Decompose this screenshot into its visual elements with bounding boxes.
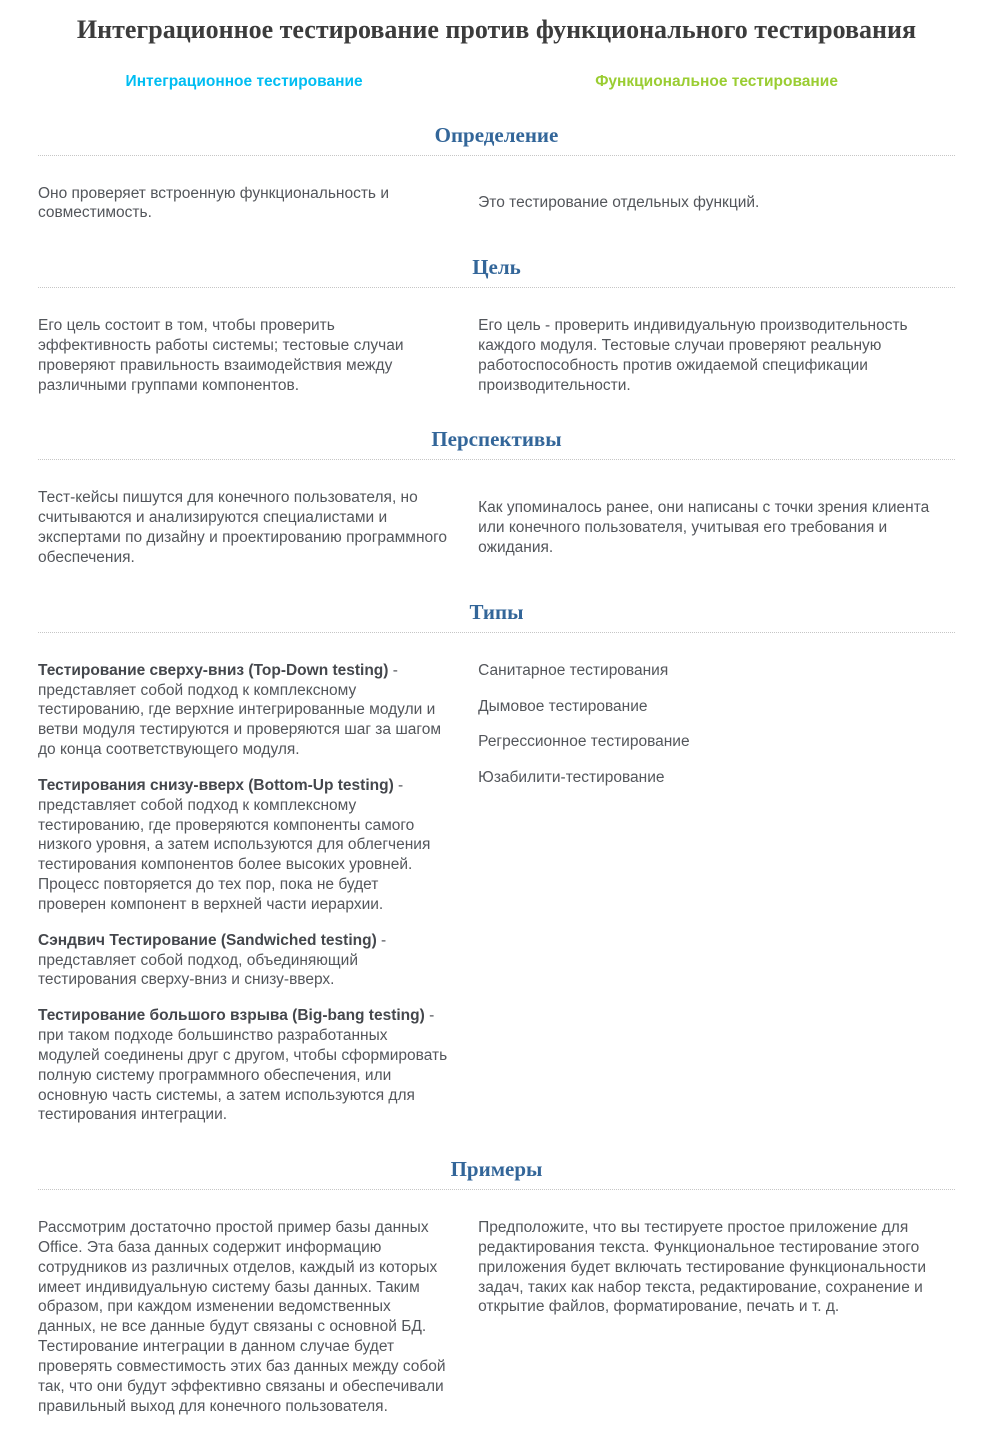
types-functional-item-usability: Юзабилити-тестирование <box>478 769 665 787</box>
definition-functional-cell <box>478 193 955 213</box>
section-heading-types: Типы <box>38 600 955 633</box>
section-heading-examples: Примеры <box>38 1157 955 1190</box>
types-functional-cell <box>478 661 955 788</box>
examples-integration-cell <box>38 1218 478 1416</box>
section-row-goal <box>38 316 955 395</box>
section-heading-perspectives: Перспективы <box>38 427 955 460</box>
perspectives-functional-cell <box>478 498 955 557</box>
perspectives-functional-text: Как упоминалось ранее, они написаны с точки зрения клиента или конечного пользователя, учитывая его требования и ожидания. <box>478 499 930 557</box>
types-bottomup-description: - представляет собой подход к комплексному тестированию, где проверяются компоненты самого низкого уровня, а затем используются для облегчения тестирования компонентов более высоких уровней. Процесс повторяется до тех пор, пока не будет проверен компонент в верхней части иерархии. <box>38 776 431 913</box>
types-functional-item-smoke: Дымовое тестирование <box>478 697 648 715</box>
column-header-functional: Функциональное тестирование <box>595 72 838 90</box>
types-integration-cell <box>38 661 478 1125</box>
perspectives-integration-text: Тест-кейсы пишутся для конечного пользователя, но считываются и анализируются специалистами и экспертами по дизайну и проектированию программного обеспечения. <box>38 489 448 566</box>
types-functional-item-regression: Регрессионное тестирование <box>478 733 690 751</box>
section-row-types <box>38 661 955 1125</box>
types-bottomup-text <box>38 776 448 915</box>
goal-integration-cell <box>38 316 478 395</box>
definition-functional-text: Это тестирование отдельных функций. <box>478 194 760 212</box>
section-perspectives <box>0 427 993 567</box>
section-examples <box>0 1157 993 1416</box>
types-bigbang-text <box>38 1006 448 1125</box>
types-sandwich-description: - представляет собой подход, объединяющий тестирования сверху-вниз и снизу-вверх. <box>38 931 387 989</box>
examples-integration-text: Рассмотрим достаточно простой пример базы данных Office. Эта база данных содержит информацию сотрудников из различных отделов, каждый из которых имеет индивидуальную систему базы данных. Таким образом, при каждом изменении ведомственных данных, не все данные будут связаны с основной БД. Тестирование интеграции в данном случае будет проверять совместимость этих баз данных между собой так, что они будут эффективно связаны и обеспечивали правильный выход для конечного пользователя. <box>38 1219 446 1415</box>
definition-integration-text: Оно проверяет встроенную функциональность и совместимость. <box>38 184 389 222</box>
types-topdown-description: - представляет собой подход к комплексному тестированию, где верхние интегрированные модули и ветви модуля тестируются и проверяются шаг за шагом до конца соответствующего модуля. <box>38 661 441 759</box>
article-page <box>0 14 993 1426</box>
column-headers-row <box>38 73 955 91</box>
types-bottomup-term: Тестирования снизу-вверх (Bottom-Up testing) <box>38 776 394 794</box>
examples-functional-text: Предположите, что вы тестируете простое приложение для редактирования текста. Функциональное тестирование этого приложения будет включать тестирование функциональности задач, таких как набор текста, редактирование, сохранение и открытие файлов, форматирование, печать и т. д. <box>478 1219 927 1316</box>
section-heading-goal: Цель <box>38 255 955 288</box>
section-types <box>0 600 993 1125</box>
types-sandwich-text <box>38 931 448 990</box>
section-heading-definition: Определение <box>38 123 955 156</box>
column-header-integration: Интеграционное тестирование <box>125 72 363 90</box>
section-row-definition <box>38 184 955 224</box>
goal-integration-text: Его цель состоит в том, чтобы проверить эффективность работы системы; тестовые случаи проверяют правильность взаимодействия между различными группами компонентов. <box>38 317 404 394</box>
perspectives-integration-cell <box>38 488 478 567</box>
types-topdown-text <box>38 661 448 760</box>
types-functional-item-sanity: Санитарное тестирования <box>478 661 669 679</box>
section-goal <box>0 255 993 395</box>
section-row-perspectives <box>38 488 955 567</box>
types-topdown-term: Тестирование сверху-вниз (Top-Down testing) <box>38 661 389 679</box>
page-title: Интеграционное тестирование против функционального тестирования <box>76 15 917 44</box>
definition-integration-cell <box>38 184 478 224</box>
section-row-examples <box>38 1218 955 1416</box>
goal-functional-cell <box>478 316 955 395</box>
goal-functional-text: Его цель - проверить индивидуальную производительность каждого модуля. Тестовые случаи проверяют реальную работоспособность против ожидаемой спецификации производительности. <box>478 317 908 394</box>
types-sandwich-term: Сэндвич Тестирование (Sandwiched testing) <box>38 931 377 949</box>
section-definition <box>0 123 993 224</box>
examples-functional-cell <box>478 1218 955 1317</box>
types-bigbang-description: - при таком подходе большинство разработанных модулей соединены друг с другом, чтобы сформировать полную систему программного обеспечения, или основную часть системы, а затем используются для тестирования интеграции. <box>38 1007 448 1124</box>
types-bigbang-term: Тестирование большого взрыва (Big-bang testing) <box>38 1007 425 1025</box>
